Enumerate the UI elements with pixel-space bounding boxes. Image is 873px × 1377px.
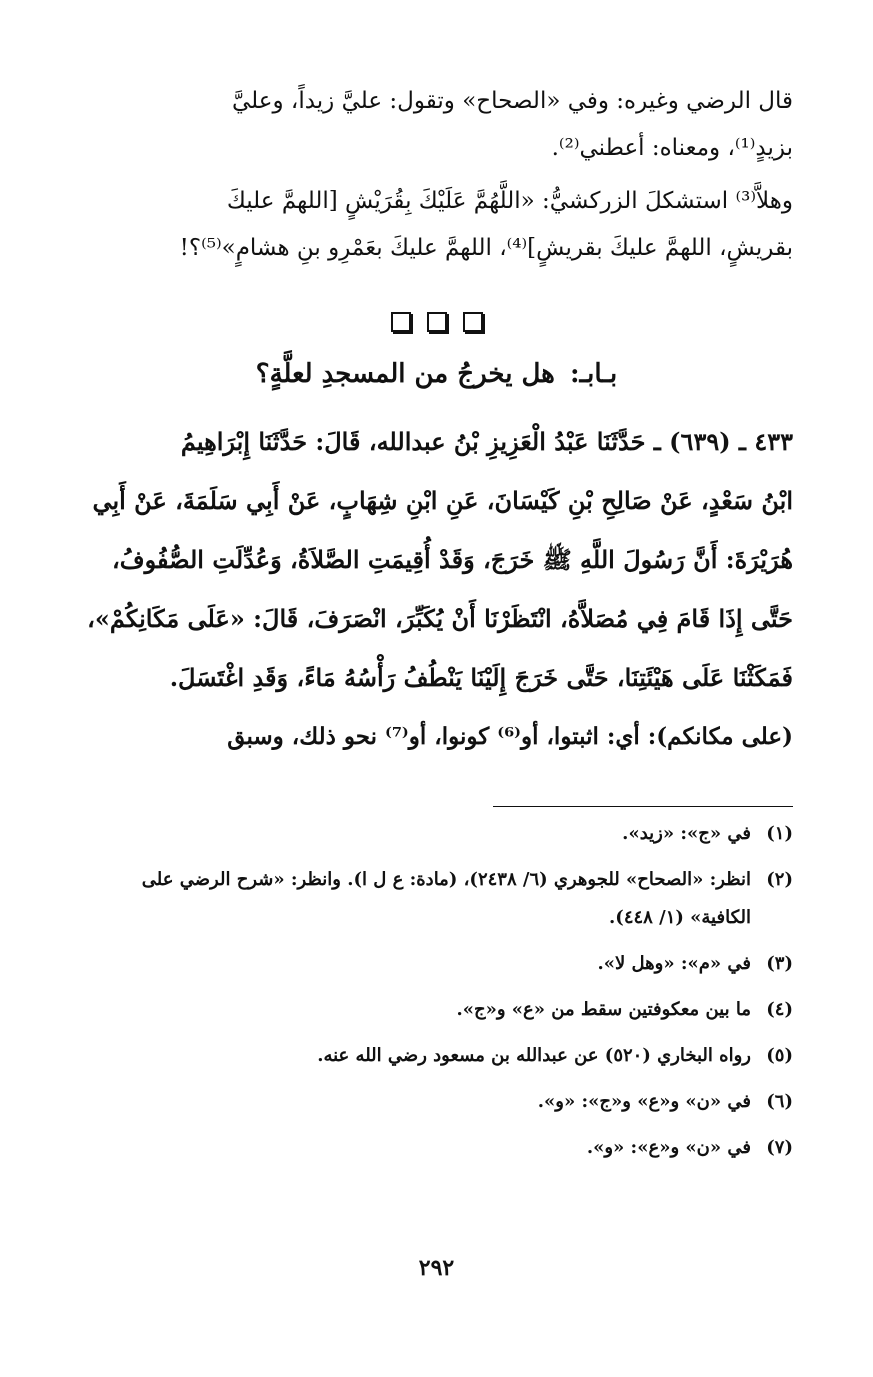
hadith-line: حَتَّى إِذَا قَامَ فِي مُصَلاَّهُ، انْتَظَرْنَا أَنْ يُكَبِّرَ، انْصَرَفَ، قَالَ: «عَلَى مَكَانِكُمْ»،: [87, 604, 793, 633]
footnote-text: ما بين معكوفتين سقط من «ع» و«ج».: [456, 999, 751, 1020]
footnote: [80, 821, 793, 853]
section-separator: [80, 312, 793, 332]
text-line: (على مكانكم): أي: اثبتوا، أو⁽⁶⁾ كونوا، أو⁽⁷⁾ نحو ذلك، وسبق: [227, 723, 793, 750]
footnote: [80, 1043, 793, 1075]
hadith-text: [80, 412, 793, 707]
footnote-number: (٤): [766, 999, 793, 1020]
page-number: ٢٩٢: [418, 1255, 455, 1281]
footnote: [80, 951, 793, 983]
footnote-text: في «ن» و«ع»: «و».: [586, 1137, 751, 1158]
square-ornament-icon: [391, 312, 411, 332]
footnote: [80, 1135, 793, 1167]
text-line: وهلاَّ⁽³⁾ استشكلَ الزركشيُّ: «اللَّهُمَّ عَلَيْكَ بِقُرَيْشٍ [اللهمَّ عليكَ: [226, 188, 793, 214]
footnote-number: (٢): [766, 869, 793, 890]
hadith-line: هُرَيْرَةَ: أَنَّ رَسُولَ اللَّهِ ﷺ خَرَجَ، وَقَدْ أُقِيمَتِ الصَّلاَةُ، وَعُدِّلَتِ الصُّفُوفُ،: [112, 545, 793, 574]
footnotes: [80, 821, 793, 1167]
square-ornament-icon: [427, 312, 447, 332]
chapter-label: بـابـ:: [569, 359, 618, 389]
hadith-line: ٤٣٣ ـ (٦٣٩) ـ حَدَّثَنَا عَبْدُ الْعَزِيزِ بْنُ عبدالله، قَالَ: حَدَّثَنَا إِبْرَاهِيمُ: [180, 427, 793, 456]
footnote-number: (١): [766, 823, 793, 844]
commentary-paragraph: [80, 713, 793, 760]
text-line: قال الرضي وغيره: وفي «الصحاح» وتقول: عليَّ زيداً، وعليَّ: [231, 88, 793, 114]
intro-paragraph-2: [80, 178, 793, 272]
chapter-heading: [80, 350, 793, 398]
chapter-title: هل يخرجُ من المسجدِ لعلَّةٍ؟: [255, 359, 555, 389]
footnote-text: انظر: «الصحاح» للجوهري (٦/ ٢٤٣٨)، (مادة: ع ل ا). وانظر: «شرح الرضي على الكافية» (١/ ٤٤٨).: [141, 869, 751, 928]
footnote-number: (٦): [766, 1091, 793, 1112]
book-page: [80, 78, 793, 1181]
footnote: [80, 1089, 793, 1121]
hadith-line: ابْنُ سَعْدٍ، عَنْ صَالِحِ بْنِ كَيْسَانَ، عَنِ ابْنِ شِهَابٍ، عَنْ أَبِي سَلَمَةَ، عَنْ أَبِي: [92, 486, 793, 515]
footnote-number: (٥): [766, 1045, 793, 1066]
footnote-text: في «ج»: «زيد».: [622, 823, 751, 844]
footnote-text: في «ن» و«ع» و«ج»: «و».: [537, 1091, 751, 1112]
text-line: بقريشٍ، اللهمَّ عليكَ بقريشٍ]⁽⁴⁾، اللهمَّ عليكَ بعَمْرِو بنِ هشامٍ»⁽⁵⁾؟!: [179, 235, 793, 261]
footnote-text: في «م»: «وهل لا».: [597, 953, 751, 974]
footnote: [80, 997, 793, 1029]
hadith-line: فَمَكَثْنَا عَلَى هَيْئَتِنَا، حَتَّى خَرَجَ إِلَيْنَا يَنْطُفُ رَأْسُهُ مَاءً، وَقَدِ اغْتَسَلَ.: [169, 663, 793, 692]
footnote-divider: [493, 806, 793, 807]
footnote: [80, 867, 793, 937]
intro-paragraph-1: [80, 78, 793, 172]
footnote-text: رواه البخاري (٥٢٠) عن عبدالله بن مسعود رضي الله عنه.: [317, 1045, 751, 1066]
text-line: بزيدٍ⁽¹⁾، ومعناه: أعطني⁽²⁾.: [551, 135, 793, 161]
footnote-number: (٣): [766, 953, 793, 974]
footnote-number: (٧): [766, 1137, 793, 1158]
square-ornament-icon: [463, 312, 483, 332]
